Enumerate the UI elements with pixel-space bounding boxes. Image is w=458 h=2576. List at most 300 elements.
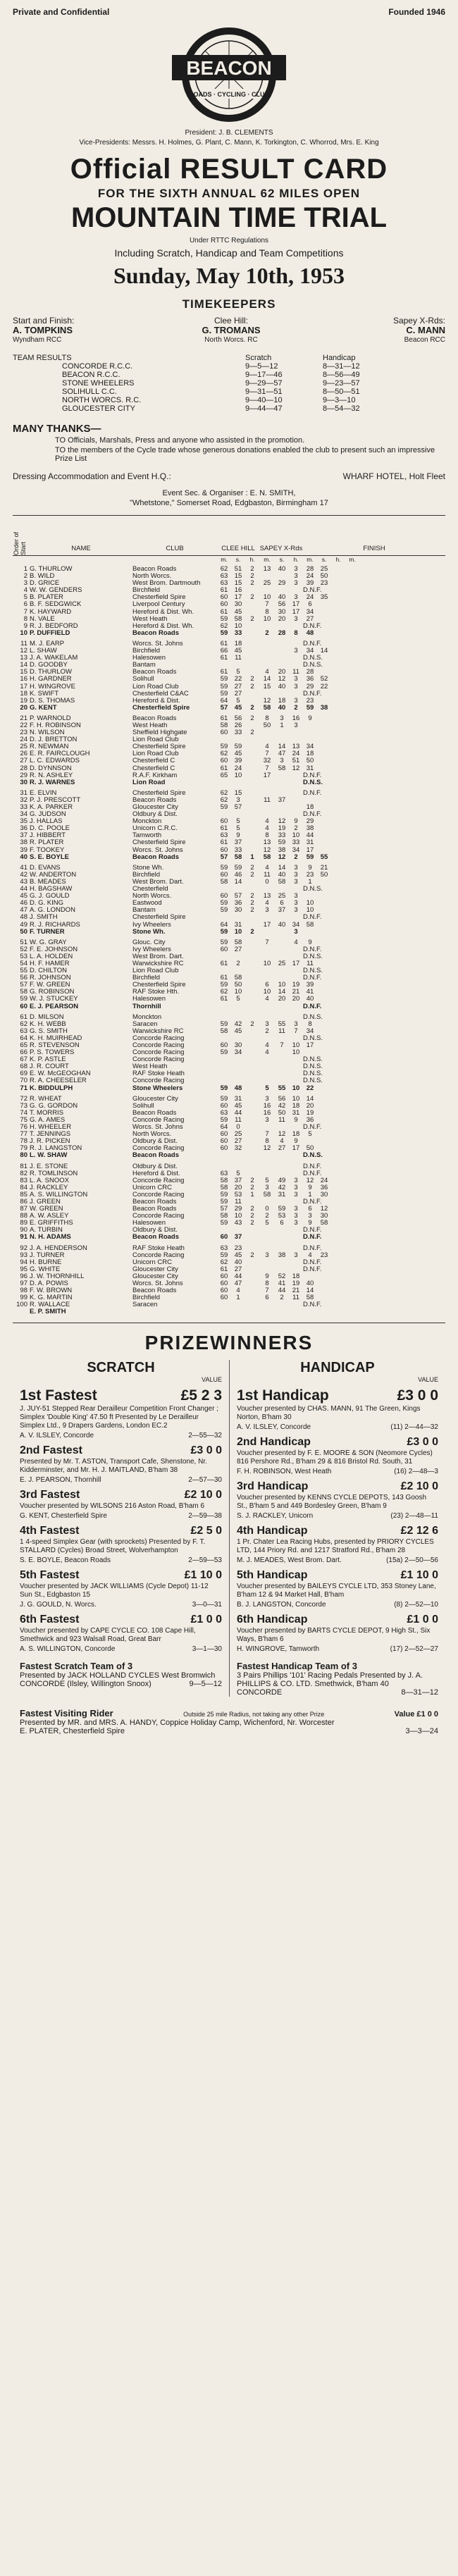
sapey-hr: 2 bbox=[250, 676, 254, 683]
finish-sec bbox=[317, 1131, 331, 1138]
start-number: 25 bbox=[20, 743, 27, 751]
clee-sec bbox=[231, 1035, 245, 1042]
rider-name: J. HIBBERT bbox=[30, 832, 66, 840]
sapey-sec: 58 bbox=[278, 764, 286, 772]
prize-entry bbox=[230, 1436, 445, 1476]
clee-min: 61 bbox=[220, 608, 228, 616]
prize-winner-row bbox=[20, 1432, 222, 1440]
finish-sec bbox=[317, 797, 331, 804]
result-row bbox=[13, 1110, 445, 1117]
result-row bbox=[13, 1220, 445, 1227]
sapey-hr: 2 bbox=[250, 893, 254, 900]
sapey-hr bbox=[245, 1259, 259, 1266]
clee-sec: 36 bbox=[234, 900, 242, 908]
finish-sec bbox=[317, 1280, 331, 1287]
sapey-hr bbox=[245, 1042, 259, 1049]
result-row bbox=[13, 900, 445, 907]
finish-min: D.N.F. bbox=[303, 1198, 322, 1206]
tk-club: Beacon RCC bbox=[404, 336, 445, 344]
start-number: 54 bbox=[20, 960, 27, 967]
finish-hr: 3 bbox=[294, 1191, 298, 1199]
prize-winner-row bbox=[20, 1476, 222, 1485]
team-scratch: 9—44—47 bbox=[245, 404, 283, 413]
clee-min bbox=[217, 1308, 231, 1315]
sapey-min: 4 bbox=[265, 669, 269, 676]
rider-name: N. WILSON bbox=[30, 729, 65, 737]
sapey-min: 13 bbox=[263, 566, 271, 573]
finish-min: 1 bbox=[308, 1191, 312, 1199]
rider-name: R. STEVENSON bbox=[30, 1042, 80, 1049]
unit-label: s. bbox=[235, 556, 241, 563]
start-number: 9 bbox=[23, 622, 27, 630]
clee-sec: 58 bbox=[234, 939, 242, 946]
finish-sec bbox=[317, 953, 331, 960]
prize-title-row bbox=[20, 1387, 222, 1404]
finish-sec bbox=[317, 1110, 331, 1117]
rider-club: Chesterfield Spire bbox=[132, 982, 186, 989]
sapey-min bbox=[259, 736, 275, 743]
rider-club: Beacon Roads bbox=[132, 1152, 179, 1160]
rider-club: Lion Road Club bbox=[132, 736, 179, 744]
prize-value: £1 10 0 bbox=[184, 1569, 222, 1582]
rider-name: P. DUFFIELD bbox=[30, 629, 70, 637]
finish-sec bbox=[317, 1070, 331, 1077]
sapey-min: 4 bbox=[265, 1049, 269, 1057]
prize-title: 1st Handicap bbox=[237, 1387, 329, 1404]
rider-club: Eastwood bbox=[132, 900, 162, 908]
secretary-address: "Whetstone," Somerset Road, Edgbaston, Birmingham 17 bbox=[130, 499, 328, 507]
finish-sec: 12 bbox=[320, 1206, 328, 1213]
rider-name: J. R. PICKEN bbox=[30, 1138, 70, 1146]
finish-hr: 18 bbox=[292, 1102, 300, 1110]
start-number: 47 bbox=[20, 907, 27, 915]
sapey-min: 8 bbox=[265, 1280, 269, 1287]
finish-min: D.N.F. bbox=[303, 690, 322, 698]
finish-hr: 3 bbox=[294, 683, 298, 691]
finish-min: D.N.F. bbox=[303, 1258, 322, 1266]
start-number: 43 bbox=[20, 878, 27, 886]
prize-winner: A. V. ILSLEY, Concorde bbox=[20, 1432, 94, 1440]
sapey-hr bbox=[245, 587, 259, 594]
clee-min: 66 bbox=[220, 648, 228, 655]
finish-min: 29 bbox=[306, 683, 314, 691]
rider-name: R. WALLACE bbox=[30, 1301, 70, 1309]
clee-min: 65 bbox=[220, 772, 228, 779]
finish-sec bbox=[317, 907, 331, 914]
finish-hr: 31 bbox=[292, 1109, 300, 1117]
timekeepers bbox=[13, 316, 445, 345]
rider-club: Concorde Racing bbox=[132, 1034, 185, 1042]
sapey-sec: 40 bbox=[278, 921, 286, 929]
prize-title-row bbox=[237, 1525, 438, 1537]
clee-min: 64 bbox=[220, 1124, 228, 1132]
rider-club: West Heath bbox=[132, 1063, 168, 1071]
rider-name: N. H. ADAMS bbox=[30, 1234, 71, 1241]
rider-name: R. J. BEDFORD bbox=[30, 622, 78, 630]
rider-name: D. S. THOMAS bbox=[30, 697, 75, 705]
rider-club: Beacon Roads bbox=[132, 1287, 177, 1295]
prize-winner: M. J. MEADES, West Brom. Dart. bbox=[237, 1556, 342, 1565]
prize-value: £2 5 0 bbox=[190, 1525, 222, 1537]
finish-hr: 2 bbox=[294, 704, 298, 712]
clee-sec: 48 bbox=[234, 1084, 242, 1092]
event-date: Sunday, May 10th, 1953 bbox=[113, 263, 345, 288]
clee-sec: 56 bbox=[234, 714, 242, 722]
sapey-sec: 18 bbox=[278, 697, 286, 705]
finish-sec bbox=[317, 1227, 331, 1234]
finish-sec bbox=[317, 736, 331, 743]
result-row bbox=[13, 929, 445, 936]
finish-hr: 21 bbox=[292, 989, 300, 996]
sapey-hr bbox=[245, 655, 259, 662]
clee-min: 60 bbox=[220, 1131, 228, 1139]
start-number: 55 bbox=[20, 967, 27, 975]
clee-min: 59 bbox=[220, 1095, 228, 1103]
start-number: 65 bbox=[20, 1042, 27, 1049]
sapey-hr bbox=[245, 1049, 259, 1056]
team-results-header bbox=[13, 354, 445, 362]
start-number: 94 bbox=[20, 1258, 27, 1266]
rider-club: North Worcs. bbox=[132, 893, 172, 900]
sapey-min bbox=[259, 1259, 275, 1266]
finish-min: 10 bbox=[306, 900, 314, 908]
sapey-sec: 20 bbox=[278, 996, 286, 1003]
sapey-hr bbox=[245, 839, 259, 846]
result-row bbox=[13, 772, 445, 779]
sapey-hr bbox=[245, 804, 259, 811]
sapey-sec: 25 bbox=[278, 893, 286, 900]
prize-title: Fastest Scratch Team of 3 bbox=[20, 1661, 133, 1672]
finish-hr bbox=[289, 587, 303, 594]
rider-club: Beacon Roads bbox=[132, 566, 177, 573]
prize-time: 3—1—30 bbox=[192, 1645, 222, 1654]
unit-label: m. bbox=[349, 556, 356, 563]
prize-title: 4th Handicap bbox=[237, 1525, 308, 1537]
rider-club: Hereford & Dist. bbox=[132, 1170, 180, 1177]
sapey-hr: 2 bbox=[250, 594, 254, 602]
team-name: NORTH WORCS. R.C. bbox=[62, 396, 142, 404]
clee-min bbox=[217, 914, 231, 921]
sapey-hr bbox=[245, 1077, 259, 1084]
finish-sec: 23 bbox=[320, 580, 328, 588]
sapey-sec bbox=[275, 1035, 289, 1042]
name-header: NAME bbox=[71, 545, 91, 552]
sapey-sec: 7 bbox=[280, 1042, 284, 1049]
finish-hr: 8 bbox=[294, 629, 298, 637]
rider-club: Beacon Roads bbox=[132, 714, 177, 722]
team-row bbox=[13, 362, 445, 371]
finish-sec bbox=[317, 804, 331, 811]
clee-sec: 37 bbox=[234, 1234, 242, 1241]
clee-sec: 43 bbox=[234, 1220, 242, 1227]
sapey-hr bbox=[245, 1163, 259, 1170]
rider-club: Lion Road Club bbox=[132, 967, 179, 975]
finish-min: D.N.F. bbox=[303, 1124, 322, 1132]
finish-hr bbox=[289, 1063, 303, 1070]
start-number: 3 bbox=[23, 580, 27, 588]
finish-min: 17 bbox=[306, 1042, 314, 1049]
start-number: 85 bbox=[20, 1191, 27, 1199]
sapey-hr bbox=[245, 1301, 259, 1308]
finish-sec bbox=[317, 886, 331, 893]
result-row bbox=[13, 1170, 445, 1177]
finish-hr: 3 bbox=[294, 871, 298, 879]
sapey-hr bbox=[245, 832, 259, 839]
clee-min: 59 bbox=[220, 928, 228, 936]
clee-sec: 5 bbox=[236, 825, 240, 833]
clee-min: 61 bbox=[220, 825, 228, 833]
tk-name: A. TOMPKINS bbox=[13, 325, 73, 335]
result-row bbox=[13, 893, 445, 900]
result-row bbox=[13, 623, 445, 630]
spacer bbox=[13, 371, 62, 379]
rider-club: Chesterfield C bbox=[132, 757, 175, 765]
rider-name: D. GOODBY bbox=[30, 662, 68, 669]
result-row bbox=[13, 1145, 445, 1152]
clee-min: 59 bbox=[220, 676, 228, 683]
finish-hr bbox=[289, 736, 303, 743]
sapey-hr bbox=[245, 946, 259, 953]
finish-min: D.N.S. bbox=[303, 1013, 323, 1021]
clee-min: 61 bbox=[220, 996, 228, 1003]
finish-hr: 3 bbox=[294, 1177, 298, 1184]
start-number: 78 bbox=[20, 1138, 27, 1146]
start-number: 63 bbox=[20, 1027, 27, 1035]
sapey-sec: 6 bbox=[280, 1220, 284, 1227]
finish-hr bbox=[289, 1163, 303, 1170]
result-row bbox=[13, 1301, 445, 1308]
prize-winner: S. E. BOYLE, Beacon Roads bbox=[20, 1556, 111, 1565]
sapey-sec: 58 bbox=[278, 878, 286, 886]
prize-description: J. JUY-51 Stepped Rear Derailleur Competition Front Changer ; Simplex 'Double King' 47.50 ft Presented by Le Derailleur Simplex Ltd., 9 Drapers Gardens, London EC.2 bbox=[20, 1405, 218, 1430]
sapey-hr bbox=[245, 1070, 259, 1077]
start-number: 41 bbox=[20, 864, 27, 872]
prize-title: Fastest Handicap Team of 3 bbox=[237, 1661, 357, 1672]
finish-sec: 50 bbox=[320, 871, 328, 879]
finish-sec bbox=[317, 818, 331, 825]
finish-hr: 9 bbox=[294, 818, 298, 826]
thanks-title: MANY THANKS— bbox=[13, 423, 101, 435]
sapey-min bbox=[259, 1035, 275, 1042]
result-row bbox=[13, 982, 445, 989]
rider-club: Birchfield bbox=[132, 587, 161, 595]
prize-time: 2—59—53 bbox=[188, 1556, 222, 1565]
start-number: 2 bbox=[23, 573, 27, 581]
clee-min: 63 bbox=[220, 573, 228, 581]
team-scratch: 9—5—12 bbox=[245, 362, 278, 371]
finish-sec bbox=[317, 757, 331, 764]
finish-hr bbox=[289, 640, 303, 648]
sapey-min bbox=[259, 1056, 275, 1063]
clee-min: 60 bbox=[220, 846, 228, 854]
sapey-hr: 2 bbox=[250, 729, 254, 737]
rider-club: Gloucester City bbox=[132, 1272, 178, 1280]
prize-winner: CONCORDE (Ilsley, Willington Snoox) bbox=[20, 1680, 151, 1689]
start-number: 18 bbox=[20, 690, 27, 698]
clee-min: 61 bbox=[220, 764, 228, 772]
start-number: 89 bbox=[20, 1220, 27, 1227]
sapey-sec bbox=[275, 1199, 289, 1206]
results-table bbox=[13, 516, 445, 1315]
rider-name: A. W. ASLEY bbox=[30, 1213, 69, 1220]
sapey-sec bbox=[275, 967, 289, 974]
prize-time: (11) 2—44—32 bbox=[390, 1423, 438, 1432]
clee-sec: 58 bbox=[234, 853, 242, 861]
rider-name: R. PLATER bbox=[30, 839, 64, 847]
sapey-hr bbox=[245, 1124, 259, 1131]
sapey-hr: 2 bbox=[250, 566, 254, 573]
prize-title: 6th Handicap bbox=[237, 1614, 308, 1626]
prize-winner-row bbox=[237, 1423, 438, 1432]
finish-hr: 19 bbox=[292, 1280, 300, 1287]
finish-min: 50 bbox=[306, 1145, 314, 1153]
finish-hr: 3 bbox=[294, 928, 298, 936]
result-row bbox=[13, 1085, 445, 1092]
prize-title: 2nd Fastest bbox=[20, 1444, 82, 1457]
sapey-sec: 2 bbox=[280, 1294, 284, 1302]
finish-sec bbox=[317, 914, 331, 921]
rider-club: Beacon Roads bbox=[132, 1109, 177, 1117]
sapey-hr bbox=[245, 1294, 259, 1301]
result-row bbox=[13, 573, 445, 580]
rider-name: G. A. AMES bbox=[30, 1116, 66, 1124]
start-number: 97 bbox=[20, 1280, 27, 1287]
start-number: 5 bbox=[23, 594, 27, 602]
rider-club: West Heath bbox=[132, 615, 168, 623]
team-handicap: 8—56—49 bbox=[323, 371, 360, 379]
team-name: GLOUCESTER CITY bbox=[62, 404, 135, 413]
start-number: 29 bbox=[20, 772, 27, 779]
rider-name: R. A. CHEESELER bbox=[30, 1077, 87, 1085]
finish-min: 59 bbox=[306, 853, 314, 861]
clee-sec bbox=[231, 1227, 245, 1234]
sapey-sec bbox=[275, 1056, 289, 1063]
finish-min: 38 bbox=[306, 825, 314, 833]
rider-club: Bantam bbox=[132, 907, 156, 915]
prize-title-row bbox=[237, 1480, 438, 1493]
sapey-sec bbox=[275, 648, 289, 655]
start-number: 99 bbox=[20, 1294, 27, 1302]
finish-hr bbox=[289, 623, 303, 630]
sapey-sec: 40 bbox=[278, 566, 286, 573]
prize-description: Voucher presented by F. E. MOORE & SON (Neomore Cycles) 816 Pershore Rd., B'ham 29 & 816 Bristol Rd. South, 31 bbox=[237, 1449, 433, 1466]
sapey-min: 4 bbox=[265, 864, 269, 872]
sapey-sec: 40 bbox=[278, 871, 286, 879]
rider-club: Worcs. St. Johns bbox=[132, 846, 183, 854]
prizewinners-heading: PRIZEWINNERS bbox=[144, 1332, 314, 1354]
clee-min: 59 bbox=[220, 1084, 228, 1092]
rider-club: Saracen bbox=[132, 1301, 158, 1309]
sapey-hr bbox=[245, 779, 259, 786]
result-row bbox=[13, 1021, 445, 1028]
result-row bbox=[13, 1206, 445, 1213]
sapey-sec: 1 bbox=[280, 722, 284, 729]
result-row bbox=[13, 967, 445, 974]
sapey-sec: 38 bbox=[278, 846, 286, 854]
prize-winner-row bbox=[20, 1645, 222, 1654]
result-row bbox=[13, 1070, 445, 1077]
sapey-sec bbox=[275, 779, 289, 786]
finish-min: 39 bbox=[306, 580, 314, 588]
finish-min: D.N.S. bbox=[303, 1152, 323, 1160]
spacer bbox=[13, 388, 62, 396]
result-row bbox=[13, 914, 445, 921]
finish-hr bbox=[289, 811, 303, 818]
rider-name: L. W. SHAW bbox=[30, 1152, 68, 1160]
rider-name: K. A. PARKER bbox=[30, 804, 73, 811]
rider-name: F. E. JOHNSON bbox=[30, 946, 78, 953]
finish-min: D.N.F. bbox=[303, 811, 322, 819]
finish-hr bbox=[289, 662, 303, 669]
finish-min: D.N.F. bbox=[303, 1234, 322, 1241]
finish-sec: 50 bbox=[320, 573, 328, 581]
clee-min: 61 bbox=[220, 655, 228, 662]
start-number: 24 bbox=[20, 736, 27, 744]
start-number: 75 bbox=[20, 1116, 27, 1124]
tk-club: Wyndham RCC bbox=[13, 336, 62, 344]
rider-name: D. G. KING bbox=[30, 900, 64, 908]
sapey-min: 50 bbox=[263, 722, 271, 729]
sapey-min bbox=[259, 790, 275, 797]
start-number: 37 bbox=[20, 832, 27, 840]
finish-min: D.N.F. bbox=[303, 1227, 322, 1234]
sapey-sec bbox=[275, 1308, 289, 1315]
prize-description: Presented by JACK HOLLAND CYCLES West Bromwich bbox=[20, 1671, 216, 1680]
spacer bbox=[13, 362, 62, 371]
prize-columns bbox=[13, 1360, 445, 1697]
sapey-min bbox=[259, 587, 275, 594]
start-number: 12 bbox=[20, 648, 27, 655]
sapey-sec: 12 bbox=[278, 1131, 286, 1139]
finish-hr: 9 bbox=[294, 1116, 298, 1124]
finish-min: 24 bbox=[306, 594, 314, 602]
sapey-min: 3 bbox=[265, 1095, 269, 1103]
clee-sec: 33 bbox=[234, 846, 242, 854]
rider-club: Hereford & Dist. Wh. bbox=[132, 608, 194, 616]
finish-min: D.N.F. bbox=[303, 772, 322, 779]
finish-hr: 12 bbox=[292, 764, 300, 772]
finish-min: 3 bbox=[308, 1213, 312, 1220]
rider-club: Stone Wheelers bbox=[132, 1084, 183, 1092]
finish-hr bbox=[289, 1259, 303, 1266]
sapey-hr bbox=[245, 1266, 259, 1273]
rider-club: Bantam bbox=[132, 662, 156, 669]
sapey-sec bbox=[275, 772, 289, 779]
sapey-min: 3 bbox=[265, 1184, 269, 1191]
start-number: 73 bbox=[20, 1102, 27, 1110]
start-number: 62 bbox=[20, 1020, 27, 1028]
result-row bbox=[13, 832, 445, 839]
result-row bbox=[13, 683, 445, 691]
result-row bbox=[13, 1063, 445, 1070]
clee-min: 58 bbox=[220, 1184, 228, 1191]
finish-min: 28 bbox=[306, 566, 314, 573]
clee-min: 60 bbox=[220, 1042, 228, 1049]
finish-min bbox=[303, 1138, 317, 1145]
finish-sec bbox=[317, 1259, 331, 1266]
clee-sec: 18 bbox=[234, 640, 242, 648]
rider-name: J. E. STONE bbox=[30, 1163, 68, 1170]
event-hq bbox=[13, 471, 445, 481]
prize-title: 5th Handicap bbox=[237, 1569, 308, 1582]
clee-sec bbox=[231, 886, 245, 893]
finish-sec bbox=[317, 1035, 331, 1042]
prize-value: Value £1 0 0 bbox=[394, 1710, 438, 1719]
sapey-sec: 10 bbox=[278, 982, 286, 989]
result-row bbox=[13, 1234, 445, 1241]
secretary-name: Event Sec. & Organiser : E. N. SMITH, bbox=[162, 489, 296, 497]
finish-hr: 34 bbox=[292, 846, 300, 854]
